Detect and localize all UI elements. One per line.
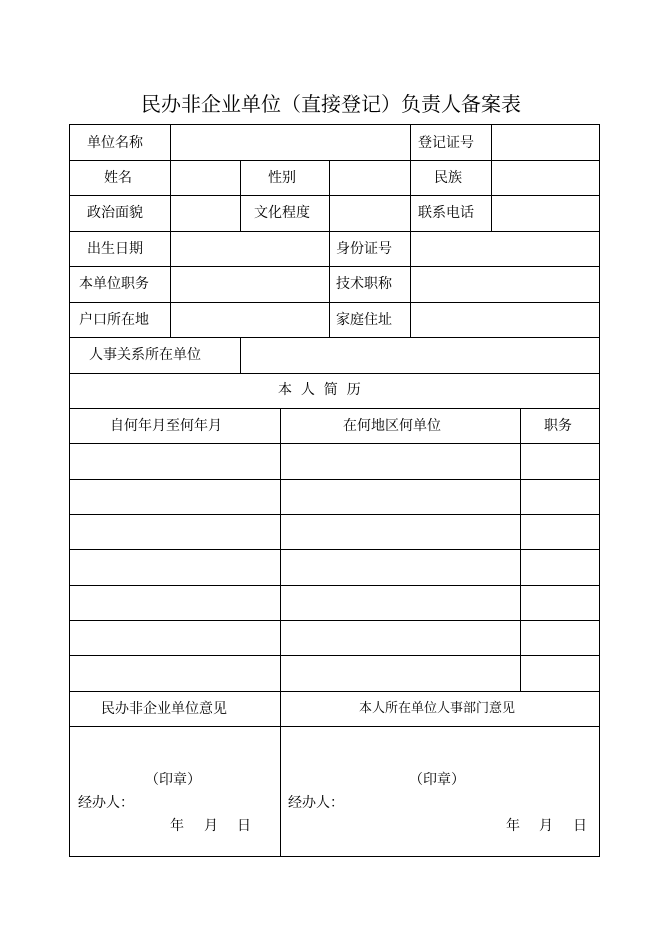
left-date-year: 年 [170,818,184,834]
resume-heading: 本 人 简 历 [278,382,361,398]
political-field[interactable] [170,195,240,231]
resume-period-label: 自何年月至何年月 [110,418,222,434]
form-title: 民办非企业单位（直接登记）负责人备案表 [141,92,521,116]
id-no-label: 身份证号 [336,241,392,257]
resume-row-unit[interactable] [280,655,520,691]
ethnicity-field[interactable] [491,160,599,195]
ethnicity-label: 民族 [434,170,462,186]
right-handler-label: 经办人： [288,795,344,811]
hukou-label: 户口所在地 [79,312,149,328]
left-date-month: 月 [204,818,218,834]
resume-row-unit[interactable] [280,443,520,479]
left-opinion-title-cell [70,691,280,726]
resume-row-period[interactable] [70,655,280,691]
left-seal: （印章） [145,772,201,788]
personnel-unit-cell [70,337,240,373]
resume-row-period[interactable] [70,514,280,549]
position-field[interactable] [170,266,329,302]
ethnicity-cell [410,160,491,195]
left-opinion-box[interactable] [70,726,280,857]
tech-title-label: 技术职称 [336,276,392,292]
hukou-cell [70,302,170,337]
political-label: 政治面貌 [87,205,143,221]
resume-row-unit[interactable] [280,585,520,620]
resume-period-header [70,408,280,443]
tech-title-cell [329,266,410,302]
name-label: 姓名 [104,170,132,186]
resume-row-period[interactable] [70,585,280,620]
education-field[interactable] [329,195,410,231]
left-handler-label: 经办人： [78,795,134,811]
phone-cell [410,195,491,231]
right-date-day: 日 [573,818,587,834]
education-cell [240,195,329,231]
resume-heading-cell [70,373,599,408]
birth-date-cell [70,231,170,266]
resume-row-duty[interactable] [520,479,599,514]
unit-name-field[interactable] [170,125,410,160]
phone-field[interactable] [491,195,599,231]
resume-row-unit[interactable] [280,620,520,655]
resume-row-duty[interactable] [520,549,599,585]
gender-label: 性别 [268,170,296,186]
resume-row-unit[interactable] [280,479,520,514]
resume-duty-label: 职务 [544,418,572,434]
reg-no-cell [410,125,491,160]
registration-form-table [69,124,600,857]
resume-row-period[interactable] [70,443,280,479]
resume-row-unit[interactable] [280,549,520,585]
unit-name-label: 单位名称 [87,135,143,151]
home-address-label: 家庭住址 [336,312,392,328]
resume-unit-header [280,408,520,443]
resume-row-duty[interactable] [520,585,599,620]
name-cell [70,160,170,195]
right-opinion-title: 本人所在单位人事部门意见 [359,701,516,716]
reg-no-field[interactable] [491,125,599,160]
personnel-unit-label: 人事关系所在单位 [89,347,201,363]
right-date-year: 年 [506,818,520,834]
resume-row-period[interactable] [70,620,280,655]
right-seal: （印章） [409,772,465,788]
unit-name-cell [70,125,170,160]
name-field[interactable] [170,160,240,195]
gender-cell [240,160,329,195]
position-cell [70,266,170,302]
left-date-day: 日 [237,818,251,834]
right-opinion-box[interactable] [280,726,599,857]
id-no-cell [329,231,410,266]
tech-title-field[interactable] [410,266,599,302]
phone-label: 联系电话 [418,205,474,221]
position-label: 本单位职务 [79,276,149,292]
education-label: 文化程度 [254,205,310,221]
home-address-cell [329,302,410,337]
gender-field[interactable] [329,160,410,195]
reg-no-label: 登记证号 [418,135,474,151]
right-opinion-title-cell [280,691,599,726]
resume-row-duty[interactable] [520,620,599,655]
id-no-field[interactable] [410,231,599,266]
resume-row-period[interactable] [70,549,280,585]
resume-row-unit[interactable] [280,514,520,549]
resume-unit-label: 在何地区何单位 [343,418,441,434]
political-cell [70,195,170,231]
birth-date-label: 出生日期 [87,241,143,257]
personnel-unit-field[interactable] [240,337,599,373]
resume-row-duty[interactable] [520,443,599,479]
hukou-field[interactable] [170,302,329,337]
home-address-field[interactable] [410,302,599,337]
resume-row-duty[interactable] [520,655,599,691]
right-date-month: 月 [539,818,553,834]
resume-duty-header [520,408,599,443]
resume-row-duty[interactable] [520,514,599,549]
left-opinion-title: 民办非企业单位意见 [101,701,227,717]
birth-date-field[interactable] [170,231,329,266]
resume-row-period[interactable] [70,479,280,514]
